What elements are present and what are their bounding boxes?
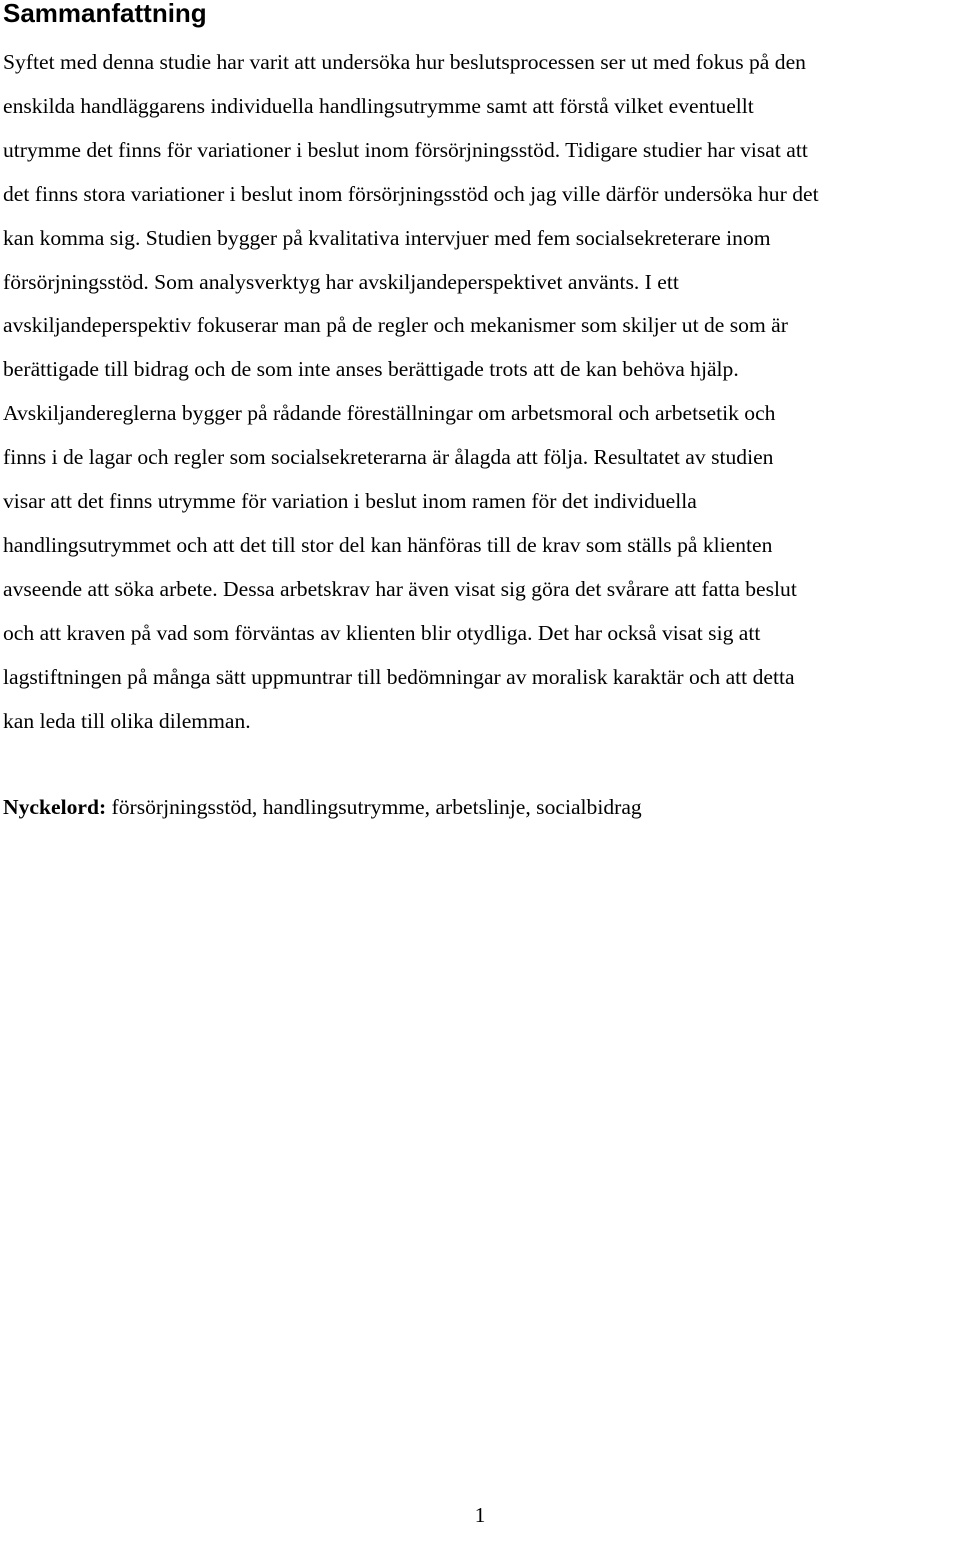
- abstract-line: handlingsutrymmet och att det till stor del kan hänföras till de krav som ställs på klienten: [3, 532, 773, 557]
- abstract-line: avseende att söka arbete. Dessa arbetskrav har även visat sig göra det svårare att fatta beslut: [3, 576, 797, 601]
- abstract-line: lagstiftningen på många sätt uppmuntrar till bedömningar av moralisk karaktär och att detta: [3, 664, 795, 689]
- abstract-line: visar att det finns utrymme för variation i beslut inom ramen för det individuella: [3, 489, 697, 514]
- abstract-line: enskilda handläggarens individuella handlingsutrymme samt att förstå vilket eventuellt: [3, 93, 754, 118]
- abstract-paragraph: [3, 41, 960, 744]
- abstract-line: kan leda till olika dilemman.: [3, 708, 251, 733]
- abstract-line: finns i de lagar och regler som socialsekreterarna är ålagda att följa. Resultatet av studien: [3, 445, 774, 470]
- section-heading: Sammanfattning: [3, 0, 207, 28]
- abstract-line: avskiljandeperspektiv fokuserar man på de regler och mekanismer som skiljer ut de som är: [3, 313, 788, 338]
- abstract-line: Syftet med denna studie har varit att undersöka hur beslutsprocessen ser ut med fokus på den: [3, 50, 806, 74]
- abstract-line: utrymme det finns för variationer i beslut inom försörjningsstöd. Tidigare studier har visat att: [3, 137, 808, 162]
- keywords-label: Nyckelord:: [3, 795, 107, 819]
- page-number: 1: [474, 1503, 486, 1527]
- keywords-text: försörjningsstöd, handlingsutrymme, arbetslinje, socialbidrag: [106, 795, 642, 819]
- keywords-line: [3, 787, 642, 827]
- abstract-line: kan komma sig. Studien bygger på kvalitativa intervjuer med fem socialsekreterare inom: [3, 225, 771, 250]
- abstract-line: försörjningsstöd. Som analysverktyg har avskiljandeperspektivet använts. I ett: [3, 269, 679, 294]
- abstract-line: det finns stora variationer i beslut inom försörjningsstöd och jag ville därför undersöka hur det: [3, 181, 819, 206]
- abstract-line: och att kraven på vad som förväntas av klienten blir otydliga. Det har också visat sig att: [3, 620, 761, 645]
- abstract-line: Avskiljandereglerna bygger på rådande föreställningar om arbetsmoral och arbetsetik och: [3, 401, 776, 426]
- abstract-line: berättigade till bidrag och de som inte anses berättigade trots att de kan behöva hjälp.: [3, 357, 739, 382]
